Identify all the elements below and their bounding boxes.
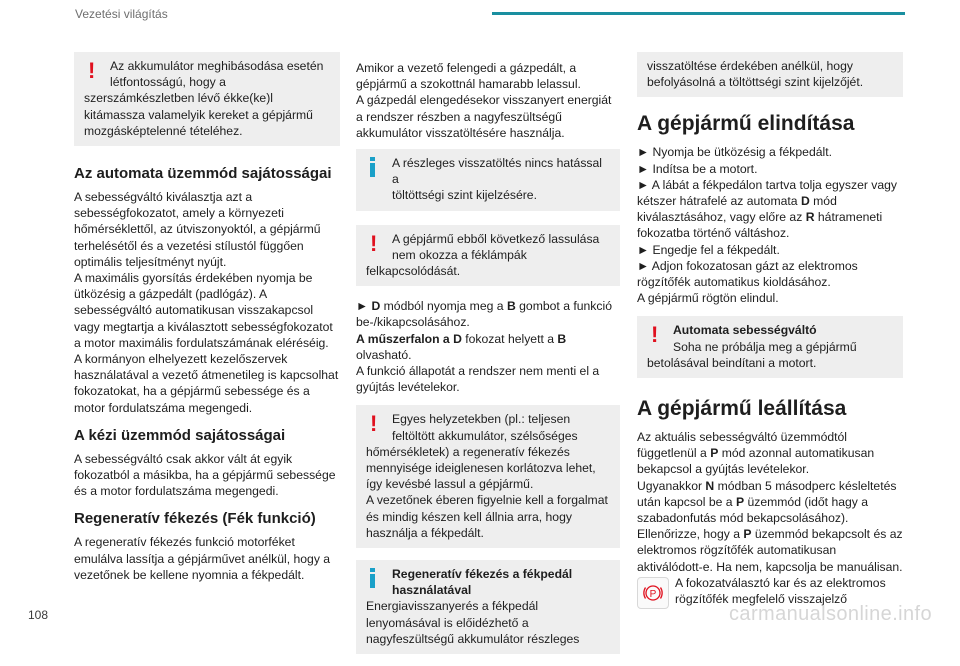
stop-text-2	[637, 478, 903, 527]
stop-text: Ellenőrizze, hogy a	[637, 527, 744, 542]
start-step: ► Indítsa be a motort.	[637, 161, 758, 176]
warning-line-2: Soha ne próbálja meg a gépjármű	[673, 339, 857, 354]
start-step: ► Nyomja be ütközésig a fékpedált.	[637, 145, 832, 160]
stop-text: Ugyanakkor	[637, 478, 706, 493]
warning-box-regen-limited	[356, 405, 620, 548]
info-icon	[370, 568, 376, 588]
watermark: carmanualsonline.info	[729, 603, 932, 625]
warning-text: hőmérsékletek) a regeneratív fékezés mennyisége ideiglenesen korlátozva lehet, így kevésbé lassul a gépjármű. A vezetőnek éberen figyelnie kell a forgalmat és mindig készen kell állnia arra, hogy használja a fékpedált.	[366, 444, 608, 540]
info-icon	[370, 157, 376, 177]
auto-mode-text: A sebességváltó kiválasztja azt a sebességfokozatot, amely a környezeti hőmérséklettől, az útviszonyoktól, a gépjármű terhelésétől és a vezetési stílustól függően optimális teljesítményt nyújt. A maximális gyorsítás érdekében nyomja be ütközésig a gázpedált (padlógáz). A sebességváltó automatikusan visszakapcsol vagy megtartja a kiválasztott sebességfokozatot a motor maximális fordulatszámának eléréséig. A kormányon elhelyezett kezelőszervek használatával a vezető átmenetileg is kapcsolhat fokozatokat, ha a gépjármű sebessége és a motor fordulatszáma megengedi.	[74, 190, 339, 415]
start-step	[637, 177, 903, 242]
info-box-partial-charge	[356, 149, 620, 211]
heading-auto-mode: Az automata üzemmód sajátosságai	[74, 165, 332, 183]
step-text-end: gombot a funkció be-/kikapcsolásához.	[356, 299, 612, 330]
mode-r: R	[805, 210, 815, 225]
column-3	[637, 52, 903, 607]
warning-box-battery	[74, 52, 340, 146]
panel-b: B	[557, 331, 567, 346]
page-number: 108	[28, 608, 49, 622]
heading-regen-braking: Regeneratív fékezés (Fék funkció)	[74, 510, 316, 528]
info-text-continued: visszatöltése érdekében anélkül, hogy befolyásolná a töltöttségi szint kijelzőjét.	[647, 59, 864, 90]
stop-text-3	[637, 526, 903, 575]
warning-exclamation-icon: !	[370, 411, 378, 437]
warning-exclamation-icon: !	[88, 58, 96, 83]
mode-p: P	[710, 446, 719, 461]
warning-exclamation-icon: !	[370, 230, 378, 256]
panel-display-text	[356, 331, 620, 363]
column-1	[74, 52, 340, 589]
warning-line-1: Az akkumulátor meghibásodása esetén	[110, 59, 324, 73]
mode-p: P	[743, 527, 752, 542]
warning-box-brake-lights	[356, 225, 620, 287]
mode-n: N	[705, 478, 715, 493]
state-not-saved-text: A funkció állapotát a rendszer nem menti el a gyújtás levételekor.	[356, 364, 600, 395]
panel-mid: fokozat helyett a	[461, 331, 558, 346]
column-2	[356, 52, 620, 666]
mode-d: D	[371, 299, 381, 314]
stop-text-1	[637, 429, 903, 478]
info-line-2: töltöttségi szint kijelzésére.	[392, 188, 537, 203]
warning-text: betolásával beindítani a motort.	[647, 355, 817, 370]
button-b-label: B	[506, 299, 516, 314]
panel-post: olvasható.	[356, 347, 412, 362]
parking-brake-icon	[637, 577, 669, 609]
info-text: Energiavisszanyerés a fékpedál lenyomásával is előidézhető a nagyfeszültségű akkumulátor részleges	[366, 599, 580, 646]
mode-p: P	[735, 494, 745, 509]
panel-bold: A műszerfalon a D	[356, 331, 462, 346]
arrow-bullet: ►	[356, 299, 372, 314]
heading-manual-mode: A kézi üzemmód sajátosságai	[74, 426, 286, 444]
start-steps	[637, 144, 903, 306]
warning-line-1: Egyes helyzetekben (pl.: teljesen	[392, 412, 571, 427]
stop-text-end: mód azonnal automatikusan bekapcsol a gyújtás levételekor.	[637, 446, 875, 477]
step-text-mid: mód kiválasztásához, vagy előre az	[637, 194, 837, 225]
step-text-end: hátrameneti fokozatba történő váltáshoz.	[637, 210, 883, 241]
warning-title: Automata sebességváltó	[673, 323, 817, 338]
start-step: ► Adjon fokozatosan gázt az elektromos rögzítőfék automatikus kioldásához.	[637, 258, 858, 290]
warning-line-2: nem okozza a féklámpák	[392, 247, 527, 262]
warning-box-auto-gearbox	[637, 316, 903, 378]
warning-text: felkapcsolódását.	[366, 264, 461, 279]
info-line-1: A részleges visszatöltés nincs hatással a	[392, 156, 602, 187]
stop-text: Az aktuális sebességváltó üzemmódtól függetlenül a	[637, 430, 848, 461]
svg-text:P: P	[649, 588, 657, 600]
warning-line-1: A gépjármű ebből következő lassulása	[392, 231, 600, 246]
heading-stop-vehicle: A gépjármű leállítása	[637, 397, 847, 421]
running-header: Vezetési világítás	[75, 7, 168, 21]
stop-text-mid: módban 5 másodperc késleltetés után kapcsol be a	[637, 478, 897, 509]
step-d-mode	[356, 298, 620, 330]
stop-text-end: üzemmód bekapcsolt és az elektromos rögzítőfék automatikusan aktiválódott-e. Ha nem, kapcsolja be manuálisan.	[637, 527, 903, 574]
regen-braking-text: A regeneratív fékezés funkció motorféket emulálva lassítja a gépjárművet anélkül, hogy a vezetőnek be kellene nyomnia a fékpedált.	[74, 535, 331, 582]
start-immediate-text: A gépjármű rögtön elindul.	[637, 291, 779, 306]
warning-text: szerszámkészletben lévő ékke(ke)l kitámassza valamelyik kereket a gépjármű mozgásképtelenné tételéhez.	[84, 91, 313, 138]
manual-mode-text: A sebességváltó csak akkor vált át egyik fokozatból a másikba, ha a gépjármű sebessége és a motor fordulatszáma megengedi.	[74, 451, 336, 499]
step-text: ► A lábát a fékpedálon tartva tolja egyszer vagy kétszer hátrafelé az automata	[637, 177, 898, 209]
info-title-line-1: Regeneratív fékezés a fékpedál	[392, 567, 573, 582]
start-step: ► Engedje fel a fékpedált.	[637, 242, 780, 257]
stop-text-end: üzemmód (időt hagy a szabadonfutás mód bekapcsolásához).	[637, 494, 869, 526]
header-accent-bar	[492, 12, 905, 15]
mode-d: D	[800, 194, 810, 209]
warning-line-2: feltöltött akkumulátor, szélsőséges	[392, 428, 578, 443]
warning-exclamation-icon: !	[651, 322, 659, 348]
heading-start-vehicle: A gépjármű elindítása	[637, 112, 855, 136]
warning-line-2: létfontosságú, hogy a	[110, 75, 226, 90]
info-box-continued	[637, 52, 903, 97]
parking-brake-text: A fokozatválasztó kar és az elektromos rögzítőfék megfelelő visszajelző	[675, 575, 886, 607]
info-title-line-2: használatával	[392, 583, 472, 598]
regen-intro-text: Amikor a vezető felengedi a gázpedált, a gépjármű a szokottnál hamarabb lelassul. A gázpedál elengedésekor visszanyert energiát a rendszer részben a nagyfeszültségű akkumulátor visszatöltésére használja.	[356, 61, 612, 140]
step-text: módból nyomja meg a	[380, 299, 507, 314]
